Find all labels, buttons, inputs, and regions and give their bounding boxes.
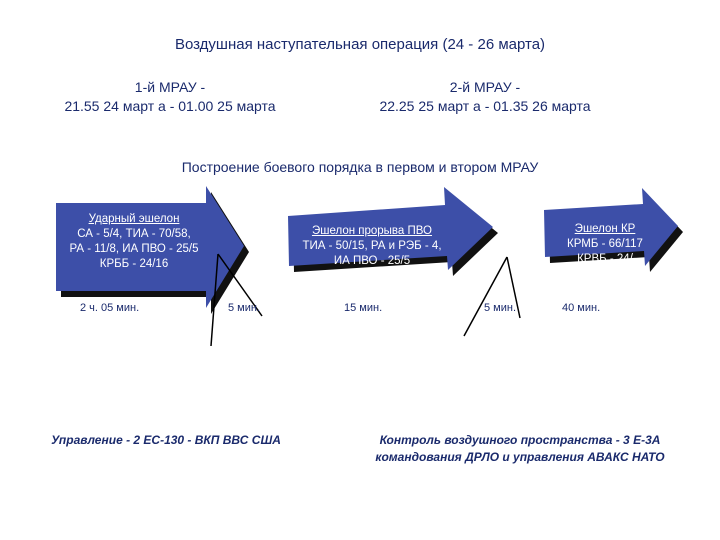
cruise-missile-echelon-label xyxy=(548,222,662,267)
strike-echelon-line: СА - 5/4, ТИА - 70/58, xyxy=(77,228,191,240)
mrau-2-name: 2-й МРАУ - xyxy=(449,79,521,95)
air-defense-echelon-line: ТИА - 50/15, РА и РЭБ - 4, xyxy=(302,240,442,252)
footer-control-text: Управление - 2 ЕС-130 - ВКП ВВС США xyxy=(51,433,281,447)
cruise-missile-echelon-line: КРМБ - 66/117 xyxy=(567,238,643,250)
duration-label: 5 мин. xyxy=(228,302,261,314)
duration-label: 5 мин. xyxy=(484,302,517,314)
mrau-1-time: 21.55 24 март а - 01.00 25 марта xyxy=(64,98,276,114)
duration-label: 40 мин. xyxy=(562,302,601,314)
air-defense-echelon-label xyxy=(286,224,458,269)
cruise-missile-echelon-line: КРВБ - 24/ xyxy=(577,253,633,265)
air-defense-echelon-line: ИА ПВО - 25/5 xyxy=(333,255,411,267)
footer-control xyxy=(26,432,306,449)
air-defense-echelon-heading: Эшелон прорыва ПВО xyxy=(311,225,433,237)
strike-echelon-label xyxy=(56,212,212,272)
mrau-2-time: 22.25 25 март а - 01.35 26 марта xyxy=(379,98,591,114)
footer-airspace-line2: командования ДРЛО и управления АВАКС НАТО xyxy=(375,450,665,464)
duration-label: 15 мин. xyxy=(344,302,383,314)
strike-echelon-line: РА - 11/8, ИА ПВО - 25/5 xyxy=(69,243,199,255)
strike-echelon-line: КРББ - 24/16 xyxy=(99,258,169,270)
strike-echelon-heading: Ударный эшелон xyxy=(88,213,180,225)
cruise-missile-echelon-heading: Эшелон КР xyxy=(574,223,636,235)
footer-airspace-line1: Контроль воздушного пространства - 3 Е-3А xyxy=(379,433,661,447)
duration-label: 2 ч. 05 мин. xyxy=(80,302,140,314)
time-divider-4 xyxy=(464,257,507,336)
footer-airspace xyxy=(340,432,700,466)
mrau-1-name: 1-й МРАУ - xyxy=(134,79,206,95)
section-subtitle: Построение боевого порядка в первом и втором МРАУ xyxy=(181,159,539,175)
page-title: Воздушная наступательная операция (24 - 26 марта) xyxy=(174,36,546,53)
